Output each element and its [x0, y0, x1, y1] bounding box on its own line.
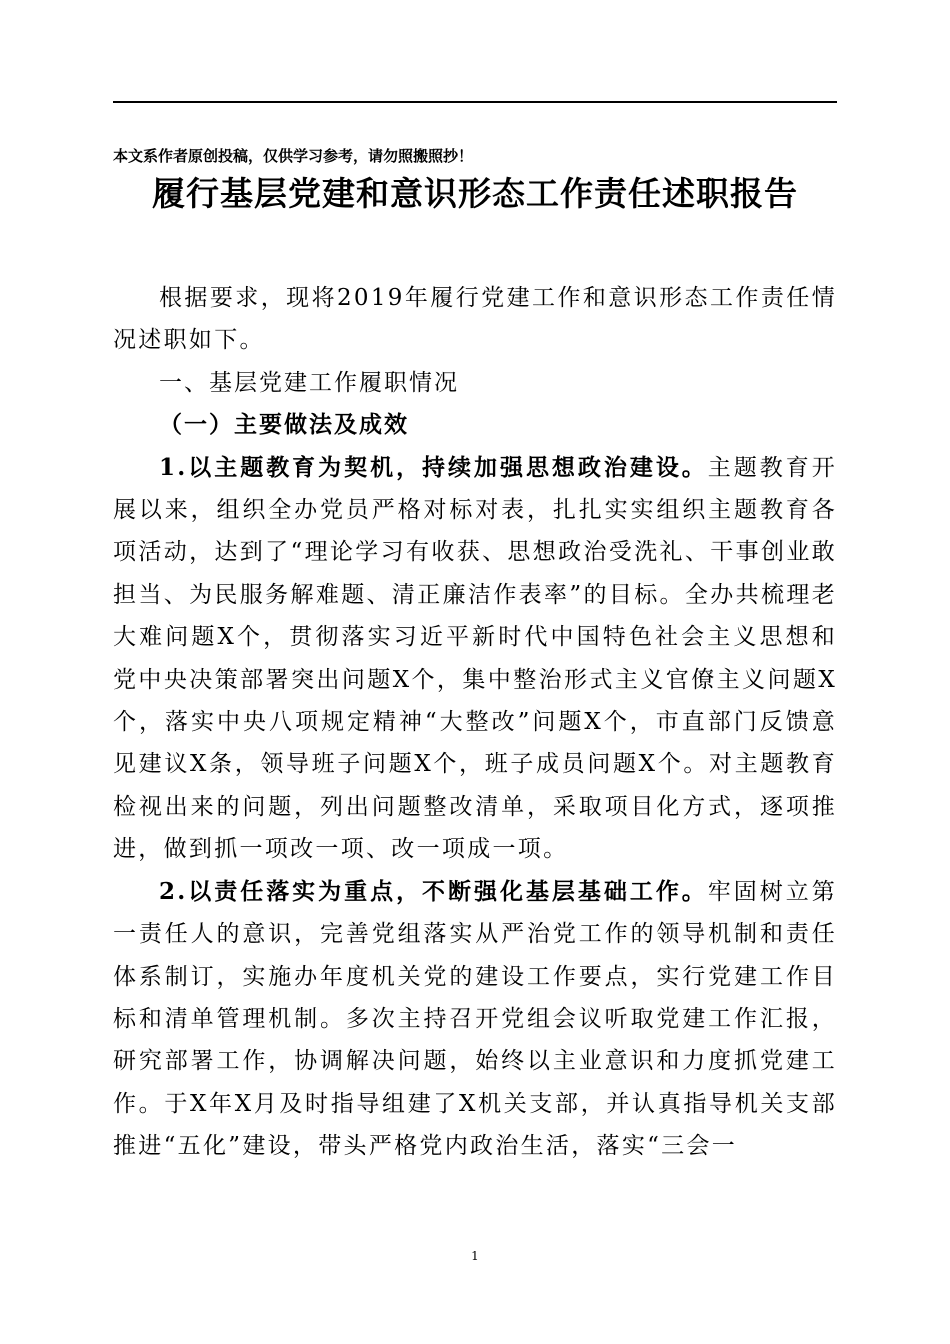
body-paragraph-2 [113, 871, 837, 1168]
paragraph-lead: 2.以责任落实为重点，不断强化基层基础工作。 [159, 877, 708, 905]
page-number: 1 [471, 1249, 479, 1263]
section-heading: 一、基层党建工作履职情况 [159, 369, 459, 396]
header-rule [113, 101, 837, 103]
body-paragraph-1 [113, 447, 837, 871]
document-title: 履行基层党建和意识形态工作责任述职报告 [152, 174, 798, 213]
intro-paragraph: 根据要求，现将2019年履行党建工作和意识形态工作责任情况述职如下。 [113, 285, 837, 354]
subsection-heading: （一）主要做法及成效 [159, 411, 409, 439]
document-body [113, 277, 837, 1168]
paragraph-text: 牢固树立第一责任人的意识，完善党组落实从严治党工作的领导机制和责任体系制订，实施办年度机关党的建设工作要点，实行党建工作目标和清单管理机制。多次主持召开党组会议听取党建工作汇报，研究部署工作，协调解决问题，始终以主业意识和力度抓党建工作。于X年X月及时指导组建了X机关支部，并认真指导机关支部推进“五化”建设，带头严格党内政治生活，落实“三会一 [113, 878, 837, 1160]
copyright-notice: 本文系作者原创投稿，仅供学习参考，请勿照搬照抄！ [113, 147, 474, 165]
paragraph-lead: 1.以主题教育为契机，持续加强思想政治建设。 [159, 453, 708, 481]
paragraph-text: 主题教育开展以来，组织全办党员严格对标对表，扎扎实实组织主题教育各项活动，达到了“理论学习有收获、思想政治受洗礼、干事创业敢担当、为民服务解难题、清正廉洁作表率”的目标。全办共梳理老大难问题X个，贯彻落实习近平新时代中国特色社会主义思想和党中央决策部署突出问题X个，集中整治形式主义官僚主义问题X个，落实中央八项规定精神“大整改”问题X个，市直部门反馈意见建议X条，领导班子问题X个，班子成员问题X个。对主题教育检视出来的问题，列出问题整改清单，采取项目化方式，逐项推进，做到抓一项改一项、改一项成一项。 [113, 454, 837, 863]
